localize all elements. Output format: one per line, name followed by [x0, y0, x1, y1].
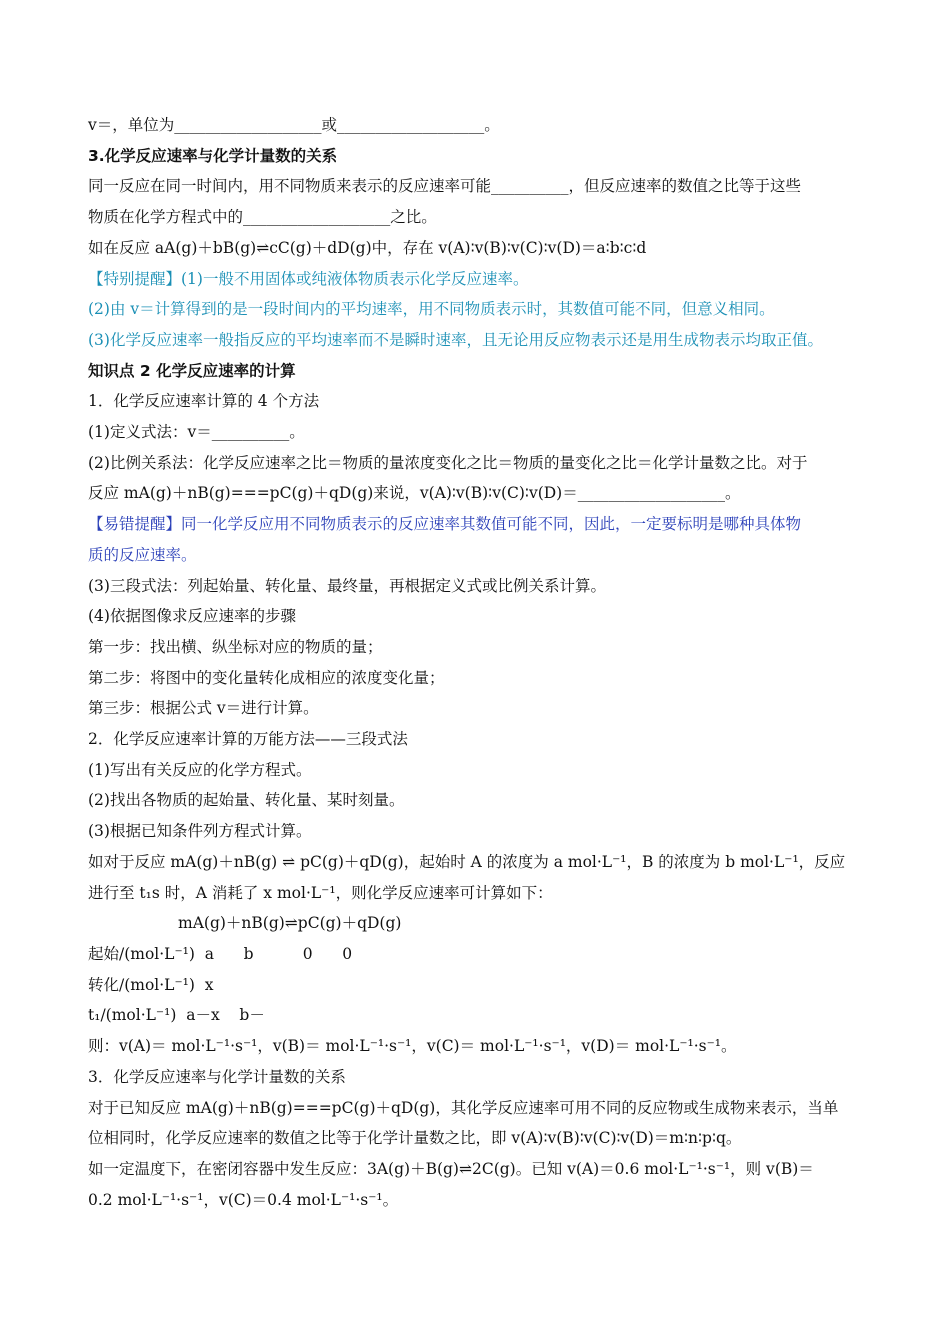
section-heading: 3.化学反应速率与化学计量数的关系: [88, 146, 338, 165]
text-line: 2．化学反应速率计算的万能方法——三段式法: [88, 730, 408, 749]
text-line: 3．化学反应速率与化学计量数的关系: [88, 1067, 346, 1086]
text-line: (1)写出有关反应的化学方程式。: [88, 760, 312, 779]
text-line: (3)根据已知条件列方程式计算。: [88, 822, 312, 841]
text-line: (4)依据图像求反应速率的步骤: [88, 607, 296, 626]
text-line: 如一定温度下，在密闭容器中发生反应：3A(g)＋B(g)⇌2C(g)。已知 v(A)＝0.6 mol·L⁻¹·s⁻¹，则 v(B)＝: [88, 1159, 814, 1178]
text-line: 0.2 mol·L⁻¹·s⁻¹，v(C)＝0.4 mol·L⁻¹·s⁻¹。: [88, 1190, 399, 1209]
special-reminder: (2)由 v＝计算得到的是一段时间内的平均速率，用不同物质表示时，其数值可能不同，但意义相同。: [88, 300, 775, 319]
text-line: (1)定义式法：v＝__________。: [88, 423, 305, 442]
text-line: (2)比例关系法：化学反应速率之比＝物质的量浓度变化之比＝物质的量变化之比＝化学计量数之比。对于: [88, 453, 808, 472]
three-stage-row: 起始/(mol·L⁻¹) a b 0 0: [88, 944, 353, 963]
text-line: 第二步：将图中的变化量转化成相应的浓度变化量；: [88, 668, 445, 687]
special-reminder: (3)化学反应速率一般指反应的平均速率而不是瞬时速率，且无论用反应物表示还是用生成物表示均取正值。: [88, 330, 823, 349]
section-heading: 知识点 2 化学反应速率的计算: [88, 361, 296, 380]
text-line: 对于已知反应 mA(g)＋nB(g)===pC(g)＋qD(g)，其化学反应速率可用不同的反应物或生成物来表示，当单: [88, 1098, 839, 1117]
text-line: 反应 mA(g)＋nB(g)===pC(g)＋qD(g)来说，v(A)∶v(B)∶v(C)∶v(D)＝___________________。: [88, 484, 741, 503]
text-line: 如对于反应 mA(g)＋nB(g) ⇌ pC(g)＋qD(g)，起始时 A 的浓度为 a mol·L⁻¹，B 的浓度为 b mol·L⁻¹，反应: [88, 852, 846, 871]
text-line: 位相同时，化学反应速率的数值之比等于化学计量数之比，即 v(A)∶v(B)∶v(C)∶v(D)＝m∶n∶p∶q。: [88, 1129, 742, 1148]
error-reminder: 【易错提醒】同一化学反应用不同物质表示的反应速率其数值可能不同，因此，一定要标明是哪种具体物: [88, 515, 802, 534]
text-line: 同一反应在同一时间内，用不同物质来表示的反应速率可能__________，但反应速率的数值之比等于这些: [88, 177, 802, 196]
text-line: 则：v(A)＝ mol·L⁻¹·s⁻¹，v(B)＝ mol·L⁻¹·s⁻¹，v(C)＝ mol·L⁻¹·s⁻¹，v(D)＝ mol·L⁻¹·s⁻¹。: [88, 1037, 737, 1056]
text-line: 第三步：根据公式 v＝进行计算。: [88, 699, 319, 718]
text-line: 进行至 t₁s 时，A 消耗了 x mol·L⁻¹，则化学反应速率可计算如下：: [88, 883, 553, 902]
special-reminder: 【特别提醒】(1)一般不用固体或纯液体物质表示化学反应速率。: [88, 269, 529, 288]
text-line: 第一步：找出横、纵坐标对应的物质的量；: [88, 637, 383, 656]
three-stage-row: t₁/(mol·L⁻¹) a－x b－: [88, 1006, 265, 1025]
text-line: (3)三段式法：列起始量、转化量、最终量，再根据定义式或比例关系计算。: [88, 576, 606, 595]
text-line: v＝，单位为___________________或___________________。: [88, 116, 500, 134]
text-line: 1．化学反应速率计算的 4 个方法: [88, 392, 320, 411]
text-line: (2)找出各物质的起始量、转化量、某时刻量。: [88, 791, 405, 810]
text-line: 物质在化学方程式中的___________________之比。: [88, 208, 437, 227]
error-reminder: 质的反应速率。: [88, 545, 197, 564]
three-stage-row: 转化/(mol·L⁻¹) x: [88, 975, 214, 994]
text-line: 如在反应 aA(g)＋bB(g)⇌cC(g)＋dD(g)中，存在 v(A)∶v(B)∶v(C)∶v(D)＝a∶b∶c∶d: [88, 238, 647, 257]
equation-line: mA(g)＋nB(g)⇌pC(g)＋qD(g): [178, 914, 402, 933]
document-body: [88, 110, 878, 1215]
